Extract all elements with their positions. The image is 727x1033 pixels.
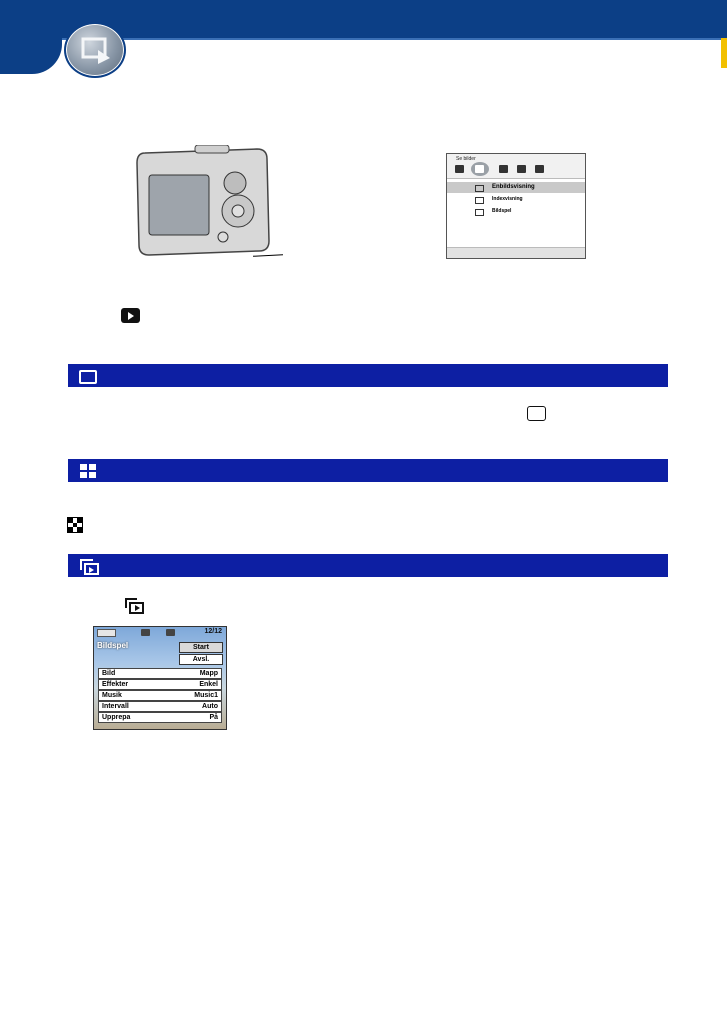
camera-tab-icon: [455, 165, 464, 173]
checker-icon: [67, 517, 83, 533]
battery-icon: [97, 629, 116, 637]
play-icon: [121, 308, 140, 323]
index-view-icon: [74, 463, 100, 478]
single-view-icon: [74, 368, 100, 383]
section-bar-index: [68, 459, 668, 482]
start-button[interactable]: Start: [179, 642, 223, 653]
setting-key: Musik: [102, 692, 122, 699]
folder-icon: [166, 629, 175, 636]
play-tab-icon: [475, 165, 484, 173]
single-view-small-icon: [475, 185, 484, 192]
index-view-small-icon: [475, 197, 484, 204]
setting-row-interval[interactable]: [98, 701, 222, 712]
setting-row-repeat[interactable]: [98, 712, 222, 723]
menu-screen-illustration: [446, 153, 586, 259]
menu-item-slideshow[interactable]: [447, 206, 585, 217]
setting-row-image[interactable]: [98, 668, 222, 679]
setting-row-music[interactable]: [98, 690, 222, 701]
toolbox-tab-icon: [535, 165, 544, 173]
lcd-status-bar: [94, 627, 226, 638]
play-icon-inline: [527, 406, 546, 421]
setting-key: Effekter: [102, 681, 129, 688]
menu-tab-title: Se bilder: [456, 156, 476, 162]
slideshow-icon: [74, 558, 100, 573]
slideshow-screen-illustration: [93, 626, 227, 730]
camera-badge-icon: [64, 22, 126, 78]
section-bar-single: [68, 364, 668, 387]
menu-screen-footer: [447, 247, 585, 258]
camera-illustration: [135, 145, 275, 265]
setting-key: Upprepa: [102, 714, 131, 721]
section-bar-slideshow: [68, 554, 668, 577]
memory-tab-icon: [517, 165, 526, 173]
menu-item-label: Bildspel: [492, 208, 512, 214]
cancel-button[interactable]: Avsl.: [179, 654, 223, 665]
menu-item-label: Enbildsvisning: [492, 184, 535, 190]
quality-icon: [141, 629, 150, 636]
menu-tab-bar: [447, 154, 585, 179]
image-counter: 12/12: [204, 628, 222, 635]
setting-value: Music1: [194, 692, 218, 699]
setting-value: Mapp: [199, 670, 218, 677]
setting-value: Auto: [202, 703, 218, 710]
slideshow-inline-icon: [124, 597, 144, 613]
setting-key: Bild: [102, 670, 116, 677]
setting-value: På: [209, 714, 218, 721]
menu-item-single[interactable]: [447, 182, 585, 193]
print-tab-icon: [499, 165, 508, 173]
slideshow-small-icon: [475, 209, 484, 216]
menu-item-index[interactable]: [447, 194, 585, 205]
slideshow-title: Bildspel: [97, 641, 129, 650]
setting-row-effects[interactable]: [98, 679, 222, 690]
setting-key: Intervall: [102, 703, 129, 710]
header-corner-tab: [0, 38, 62, 74]
setting-value: Enkel: [199, 681, 218, 688]
chapter-edge-marker: [721, 38, 727, 68]
menu-item-label: Indexvisning: [492, 196, 523, 202]
